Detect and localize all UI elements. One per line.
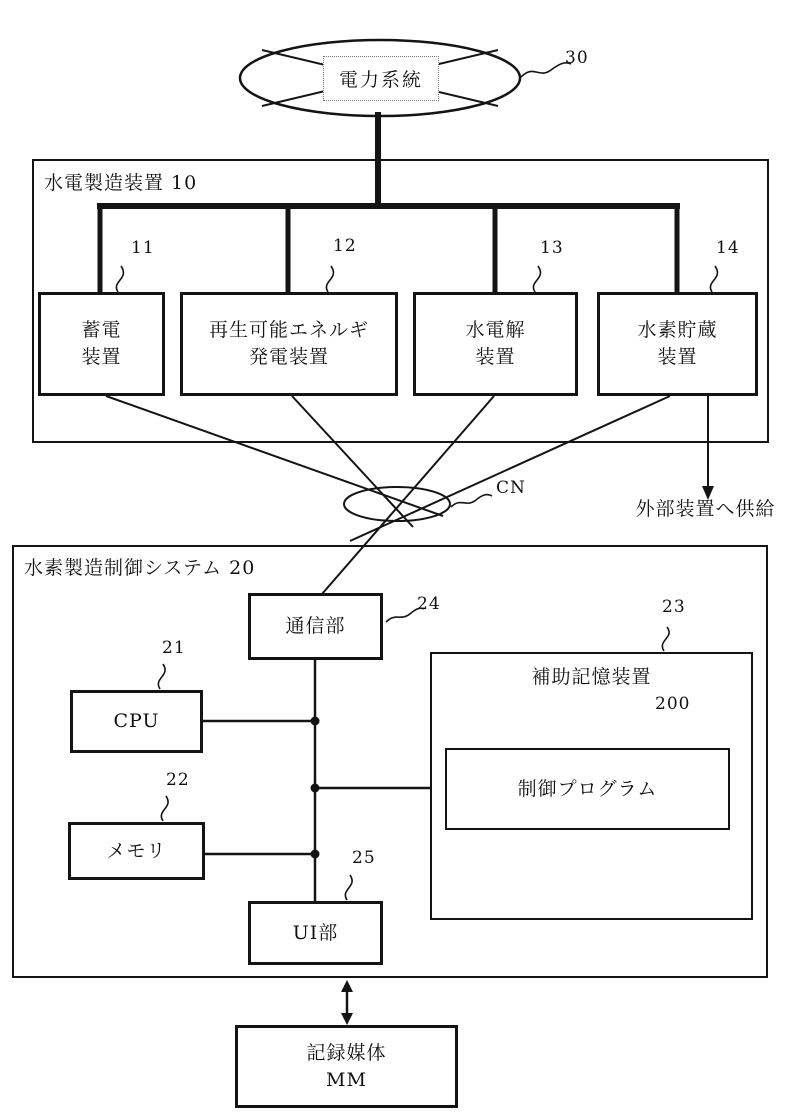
network-ellipse [344,487,450,521]
ref-30: 30 [565,48,589,68]
communication-unit-box [248,593,383,660]
ref-14: 14 [716,238,740,258]
ref-21: 21 [162,638,186,658]
power-grid-label: 電力系統 [338,69,423,91]
recording-medium-label-line2: MM [326,1068,367,1091]
leader-cn [451,495,492,507]
cpu-label: CPU [113,710,160,733]
ref-13: 13 [540,238,564,258]
memory-label: メモリ [106,839,167,862]
storage-battery-label-line2: 装置 [81,346,122,368]
power-grid-node [323,56,439,101]
ref-11: 11 [131,238,155,258]
memory-box [68,822,205,880]
renewable-generator-label-line1: 再生可能エネルギ [208,319,369,342]
storage-battery-label-line1: 蓄電 [81,319,122,342]
communication-unit-label: 通信部 [285,615,346,638]
cpu-box [70,690,203,753]
ref-12: 12 [333,236,357,256]
electrolyzer-box [413,292,578,396]
recording-medium-box [235,1025,458,1108]
ref-200: 200 [655,694,691,714]
renewable-generator-box [180,292,398,396]
control-system-title: 水素製造制御システム 20 [24,557,256,579]
hydrogen-storage-label-line1: 水素貯蔵 [637,319,718,342]
hydrogen-storage-box [597,292,758,396]
storage-battery-box [38,292,165,396]
electrolyzer-label-line1: 水電解 [465,319,526,342]
ref-cn: CN [496,478,526,498]
ui-unit-box [248,901,383,965]
ref-24: 24 [417,594,441,614]
electrolyzer-label-line2: 装置 [475,346,516,368]
control-program-box [445,748,730,830]
production-device-title: 水電製造装置 10 [44,172,198,194]
aux-storage-label: 補助記憶装置 [531,666,652,688]
renewable-generator-label-line2: 発電装置 [248,346,329,368]
medium-link-arrowhead-up [341,980,353,992]
ref-22: 22 [166,770,190,790]
ref-23: 23 [662,597,686,617]
leader-30 [521,63,571,77]
medium-link-arrowhead-down [341,1013,353,1025]
control-program-label: 制御プログラム [517,777,658,800]
recording-medium-label-line1: 記録媒体 [306,1041,387,1064]
ui-unit-label: UI部 [292,921,339,944]
hydrogen-storage-label-line2: 装置 [657,346,698,368]
ref-25: 25 [352,848,376,868]
external-supply-label: 外部装置へ供給 [635,498,776,520]
